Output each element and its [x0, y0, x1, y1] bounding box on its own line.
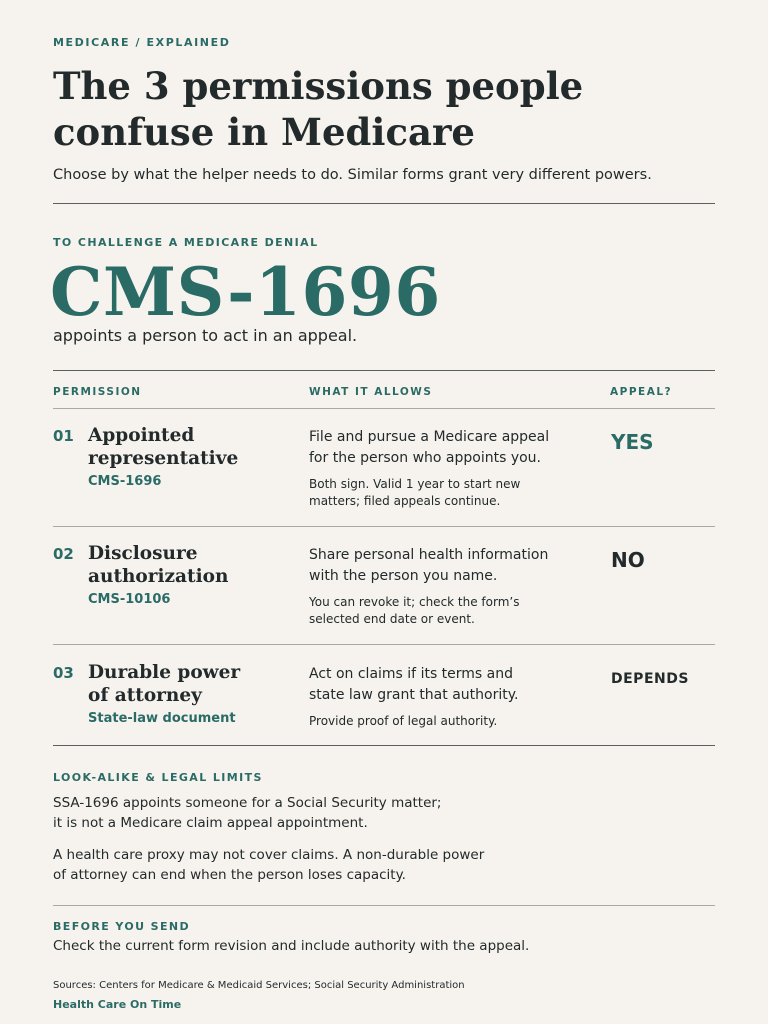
row-note: [309, 713, 569, 730]
row-note: [309, 476, 569, 510]
row-number: 03: [53, 664, 74, 682]
page-title: [53, 63, 693, 155]
form-id: CMS-1696: [88, 474, 162, 489]
form-id: CMS-10106: [88, 592, 171, 607]
before-send-kicker: BEFORE YOU SEND: [53, 920, 191, 933]
appeal-answer: YES: [611, 430, 654, 454]
note-line: selected end date or event.: [309, 612, 475, 626]
header-rule: [53, 408, 715, 409]
sources-line: Sources: Centers for Medicare & Medicaid Services; Social Security Administration: [53, 980, 465, 991]
allows-line: with the person you name.: [309, 568, 498, 584]
divider: [53, 905, 715, 906]
allows-line: Share personal health information: [309, 547, 549, 563]
paragraph-line: SSA-1696 appoints someone for a Social Security matter;: [53, 795, 442, 811]
allows-line: Act on claims if its terms and: [309, 666, 514, 682]
limits-paragraph: [53, 845, 484, 885]
featured-form-description: appoints a person to act in an appeal.: [53, 326, 358, 345]
appeal-answer: DEPENDS: [611, 671, 689, 687]
section-kicker: MEDICARE / EXPLAINED: [53, 36, 231, 49]
row-number: 01: [53, 427, 74, 445]
column-header-permission: PERMISSION: [53, 386, 142, 398]
limits-kicker: LOOK-ALIKE & LEGAL LIMITS: [53, 771, 263, 784]
form-id: State-law document: [88, 711, 236, 726]
featured-form-number: CMS-1696: [50, 253, 441, 331]
feature-kicker: TO CHALLENGE A MEDICARE DENIAL: [53, 236, 319, 249]
allows-text: [309, 664, 569, 706]
row-number: 02: [53, 545, 74, 563]
permission-name-line: Appointed: [88, 425, 195, 446]
note-line: Provide proof of legal authority.: [309, 714, 498, 728]
permission-name: [88, 424, 288, 470]
appeal-answer: NO: [611, 548, 645, 572]
before-send-text: Check the current form revision and include authority with the appeal.: [53, 938, 530, 954]
permission-name-line: representative: [88, 448, 239, 469]
brand-name: Health Care On Time: [53, 998, 182, 1011]
permission-name: [88, 661, 288, 707]
table-top-rule: [53, 370, 715, 371]
paragraph-line: of attorney can end when the person loses capacity.: [53, 867, 406, 883]
title-line: confuse in Medicare: [53, 110, 475, 154]
permission-name-line: authorization: [88, 566, 229, 587]
subtitle: Choose by what the helper needs to do. Similar forms grant very different powers.: [53, 167, 652, 183]
column-header-appeal: APPEAL?: [610, 386, 673, 398]
note-line: Both sign. Valid 1 year to start new: [309, 477, 521, 491]
title-line: The 3 permissions people: [53, 64, 584, 108]
permission-name-line: Durable power: [88, 662, 241, 683]
limits-paragraph: [53, 793, 441, 833]
allows-text: [309, 545, 569, 587]
column-header-allows: WHAT IT ALLOWS: [309, 386, 433, 398]
divider: [53, 203, 715, 204]
note-line: You can revoke it; check the form’s: [309, 595, 520, 609]
row-divider: [53, 526, 715, 527]
allows-line: state law grant that authority.: [309, 687, 519, 703]
allows-line: File and pursue a Medicare appeal: [309, 429, 550, 445]
row-note: [309, 594, 569, 628]
allows-line: for the person who appoints you.: [309, 450, 541, 466]
permission-name: [88, 542, 288, 588]
table-bottom-rule: [53, 745, 715, 746]
note-line: matters; filed appeals continue.: [309, 494, 501, 508]
permission-name-line: Disclosure: [88, 543, 198, 564]
allows-text: [309, 427, 569, 469]
permission-name-line: of attorney: [88, 685, 202, 706]
paragraph-line: A health care proxy may not cover claims. A non-durable power: [53, 847, 485, 863]
row-divider: [53, 644, 715, 645]
paragraph-line: it is not a Medicare claim appeal appointment.: [53, 815, 368, 831]
